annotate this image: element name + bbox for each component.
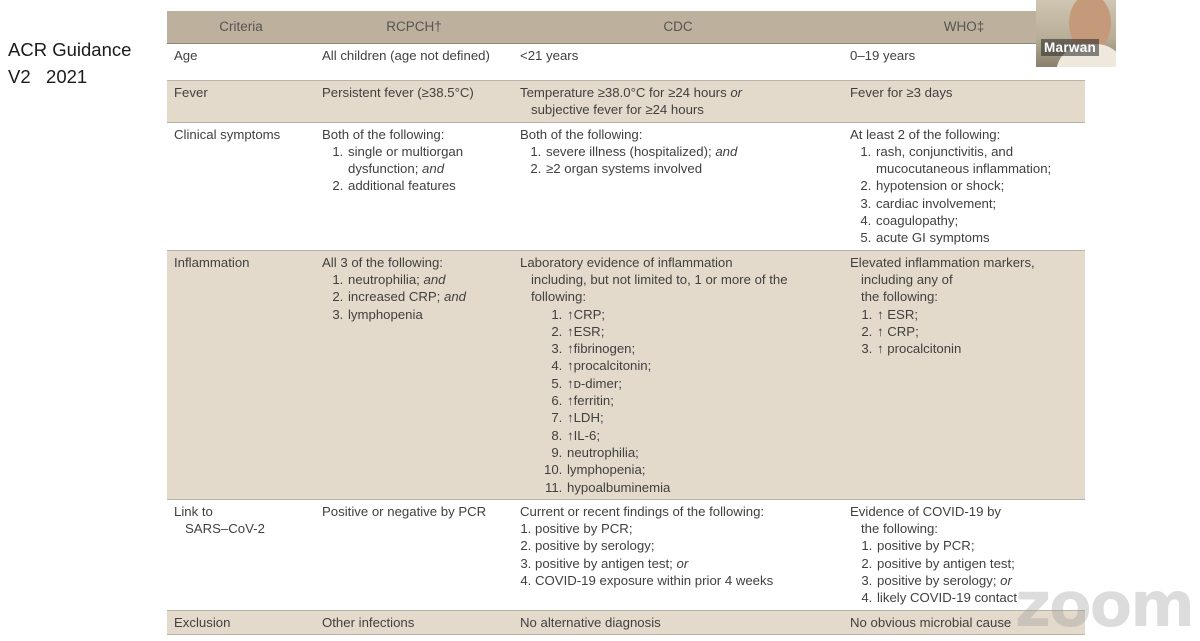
- row-inflammation: [167, 250, 1085, 499]
- header-criteria: Criteria: [167, 11, 315, 44]
- participant-name-label: Marwan: [1041, 39, 1099, 56]
- row-age: [167, 44, 1085, 81]
- list-item: 3. positive by antigen test; or: [535, 555, 839, 572]
- list-item: 2. hypotension or shock;: [875, 177, 1081, 194]
- clinical-rcpch-intro: Both of the following:: [322, 126, 445, 142]
- list-item: 2. positive by serology;: [535, 537, 839, 554]
- criteria-comparison-table: [167, 11, 1085, 635]
- side-title-line-1: ACR Guidance: [8, 39, 132, 60]
- fever-rcpch: Persistent fever (≥38.5°C): [315, 81, 513, 123]
- clinical-rcpch-list: [322, 143, 509, 195]
- age-who: 0–19 years: [843, 44, 1085, 81]
- clinical-label: Clinical symptoms: [167, 122, 315, 250]
- inflammation-rcpch-list: [322, 271, 509, 323]
- fever-cdc-line-b: subjective fever for ≥24 hours: [531, 102, 704, 118]
- list-item: 4. ↑procalcitonin;: [566, 357, 839, 374]
- list-item: 3. ↑fibrinogen;: [566, 340, 839, 357]
- fever-label: Fever: [167, 81, 315, 123]
- age-cdc: <21 years: [513, 44, 843, 81]
- list-item: 6. ↑ferritin;: [566, 392, 839, 409]
- inflammation-cdc: [513, 250, 843, 499]
- inflammation-cdc-list: [520, 306, 839, 496]
- list-item: 3. positive by serology; or: [876, 572, 1081, 589]
- clinical-who-list: [850, 143, 1081, 247]
- list-item: 10. lymphopenia;: [566, 461, 839, 478]
- clinical-cdc: [513, 122, 843, 250]
- link-who-intro-1: Evidence of COVID-19 by: [850, 503, 1001, 519]
- link-label-1: Link to: [174, 503, 213, 519]
- clinical-cdc-list: [520, 143, 839, 178]
- link-cdc-intro: Current or recent findings of the following:: [520, 503, 765, 519]
- zoom-watermark: zoom: [1015, 568, 1193, 641]
- slide-side-title: [8, 36, 158, 90]
- clinical-who: [843, 122, 1085, 250]
- list-item: 2. additional features: [347, 177, 509, 194]
- link-who: [843, 499, 1085, 610]
- fever-cdc-line-a: Temperature ≥38.0°C for ≥24 hours: [520, 85, 731, 100]
- clinical-who-intro: At least 2 of the following:: [850, 126, 1001, 142]
- fever-who: Fever for ≥3 days: [843, 81, 1085, 123]
- exclusion-label: Exclusion: [167, 610, 315, 634]
- link-rcpch: Positive or negative by PCR: [315, 499, 513, 610]
- exclusion-rcpch: Other infections: [315, 610, 513, 634]
- link-label: [167, 499, 315, 610]
- header-rcpch: RCPCH†: [315, 11, 513, 44]
- list-item: 1. severe illness (hospitalized); and: [545, 143, 839, 160]
- list-item: 1. rash, conjunctivitis, and mucocutaneous inflammation;: [875, 143, 1081, 178]
- list-item: 2. ↑ CRP;: [876, 323, 1081, 340]
- side-title-line-2: V2 2021: [8, 66, 88, 87]
- row-fever: [167, 81, 1085, 123]
- list-item: 11. hypoalbuminemia: [566, 479, 839, 496]
- header-who: WHO‡: [843, 11, 1085, 44]
- link-cdc: [513, 499, 843, 610]
- exclusion-who: No obvious microbial cause: [843, 610, 1085, 634]
- list-item: 2. ≥2 organ systems involved: [545, 160, 839, 177]
- list-item: 1. positive by PCR;: [535, 520, 839, 537]
- list-item: 2. increased CRP; and: [347, 288, 509, 305]
- row-clinical-symptoms: [167, 122, 1085, 250]
- row-exclusion: [167, 610, 1085, 634]
- inflammation-rcpch-intro: All 3 of the following:: [322, 254, 443, 270]
- list-item: 1. positive by PCR;: [876, 537, 1081, 554]
- list-item: 3. lymphopenia: [347, 306, 509, 323]
- inflammation-who-intro-2: including any of: [861, 271, 953, 287]
- inflammation-who-intro-1: Elevated inflammation markers,: [850, 254, 1035, 270]
- inflammation-label: Inflammation: [167, 250, 315, 499]
- fever-cdc: [513, 81, 843, 123]
- age-rcpch: All children (age not defined): [315, 44, 513, 81]
- list-item: 9. neutrophilia;: [566, 444, 839, 461]
- list-item: 2. ↑ESR;: [566, 323, 839, 340]
- list-item: 3. cardiac involvement;: [875, 195, 1081, 212]
- link-cdc-list: [520, 520, 839, 589]
- list-item: 4. likely COVID-19 contact: [876, 589, 1081, 606]
- header-cdc: CDC: [513, 11, 843, 44]
- age-label: Age: [167, 44, 315, 81]
- list-item: 4. COVID-19 exposure within prior 4 weeks: [535, 572, 839, 589]
- list-item: 5. acute GI symptoms: [875, 229, 1081, 246]
- list-item: 4. coagulopathy;: [875, 212, 1081, 229]
- clinical-rcpch: [315, 122, 513, 250]
- list-item: 3. ↑ procalcitonin: [876, 340, 1081, 357]
- inflammation-who: [843, 250, 1085, 499]
- list-item: 1. ↑CRP;: [566, 306, 839, 323]
- list-item: 1. ↑ ESR;: [876, 306, 1081, 323]
- table-header-row: [167, 11, 1085, 44]
- inflammation-rcpch: [315, 250, 513, 499]
- clinical-cdc-intro: Both of the following:: [520, 126, 643, 142]
- link-label-2: SARS–CoV-2: [185, 521, 265, 537]
- exclusion-cdc: No alternative diagnosis: [513, 610, 843, 634]
- inflammation-who-list: [850, 306, 1081, 358]
- list-item: 1. single or multiorgan dysfunction; and: [347, 143, 509, 178]
- inflammation-cdc-intro-1: Laboratory evidence of inflammation: [520, 254, 733, 270]
- link-who-list: [850, 537, 1081, 606]
- list-item: 1. neutrophilia; and: [347, 271, 509, 288]
- row-link-sars-cov-2: [167, 499, 1085, 610]
- inflammation-who-intro-3: the following:: [861, 289, 938, 305]
- list-item: 2. positive by antigen test;: [876, 555, 1081, 572]
- inflammation-cdc-intro-2: including, but not limited to, 1 or more of the following:: [531, 271, 788, 305]
- list-item: 8. ↑IL-6;: [566, 427, 839, 444]
- participant-video-tile[interactable]: [1036, 0, 1116, 67]
- fever-cdc-or: or: [730, 85, 743, 100]
- link-who-intro-2: the following:: [861, 521, 938, 537]
- list-item: 5. ↑ᴅ-dimer;: [566, 375, 839, 392]
- list-item: 7. ↑LDH;: [566, 409, 839, 426]
